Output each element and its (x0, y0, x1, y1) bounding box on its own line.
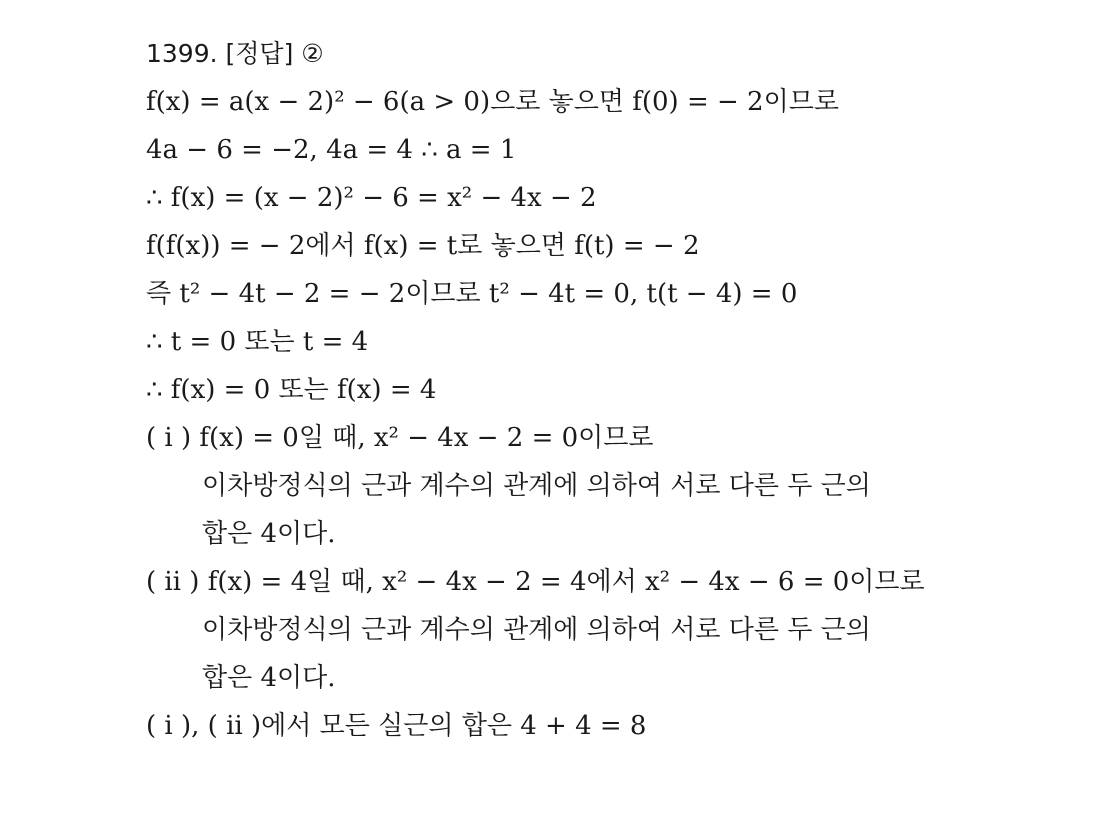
solution-block (146, 30, 1046, 750)
solution-line: f(x) = a(x − 2)² − 6(a > 0)으로 놓으면 f(0) = − 2이므로 (146, 87, 839, 117)
solution-line: f(f(x)) = − 2에서 f(x) = t로 놓으면 f(t) = − 2 (146, 231, 700, 261)
solution-line: ∴ f(x) = 0 또는 f(x) = 4 (146, 375, 437, 405)
solution-line: ∴ f(x) = (x − 2)² − 6 = x² − 4x − 2 (146, 183, 597, 213)
case-2-heading: ( ⅱ ) f(x) = 4일 때, x² − 4x − 2 = 4에서 x² − 4x − 6 = 0이므로 (146, 567, 925, 597)
solution-line: ∴ t = 0 또는 t = 4 (146, 327, 369, 357)
solution-line: 즉 t² − 4t − 2 = − 2이므로 t² − 4t = 0, t(t − 4) = 0 (146, 279, 798, 309)
case-1-result: 합은 4이다. (202, 519, 336, 549)
case-2-result: 합은 4이다. (202, 663, 336, 693)
conclusion-line: ( ⅰ ), ( ⅱ )에서 모든 실근의 합은 4 + 4 = 8 (146, 711, 647, 741)
solution-line: 4a − 6 = −2, 4a = 4 ∴ a = 1 (146, 135, 517, 165)
answer-header: 1399. [정답] ② (146, 39, 324, 68)
case-1-explanation: 이차방정식의 근과 계수의 관계에 의하여 서로 다른 두 근의 (202, 471, 871, 501)
case-1-heading: ( ⅰ ) f(x) = 0일 때, x² − 4x − 2 = 0이므로 (146, 423, 654, 453)
case-2-explanation: 이차방정식의 근과 계수의 관계에 의하여 서로 다른 두 근의 (202, 615, 871, 645)
